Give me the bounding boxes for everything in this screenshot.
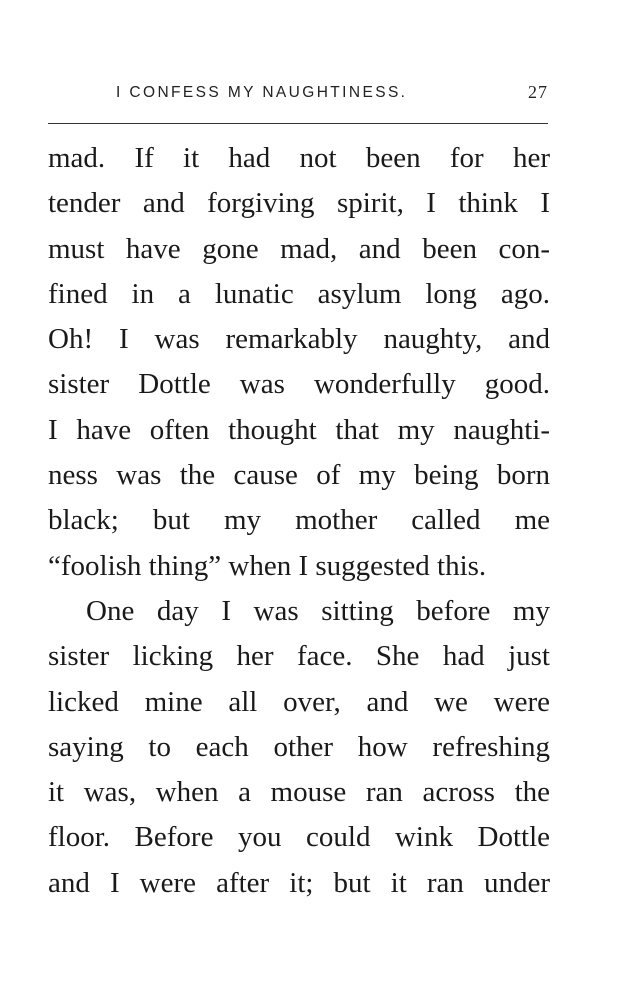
text-line: licked mine all over, and we were bbox=[48, 685, 550, 718]
body-text bbox=[48, 136, 550, 906]
text-line: must have gone mad, and been con- bbox=[48, 232, 550, 265]
page-number: 27 bbox=[528, 82, 548, 102]
text-line: fined in a lunatic asylum long ago. bbox=[48, 277, 550, 310]
text-line: and I were after it; but it ran under bbox=[48, 866, 550, 899]
text-line: saying to each other how refreshing bbox=[48, 730, 550, 763]
running-head bbox=[48, 84, 548, 108]
text-line: black; but my mother called me bbox=[48, 504, 550, 537]
text-line: tender and forgiving spirit, I think I bbox=[48, 187, 550, 220]
paragraph-end-line: “foolish thing” when I suggested this. bbox=[48, 549, 487, 582]
text-line: it was, when a mouse ran across the bbox=[48, 776, 550, 809]
text-line: sister Dottle was wonderfully good. bbox=[48, 368, 550, 401]
text-line: I have often thought that my naughti- bbox=[48, 413, 550, 446]
text-line: Oh! I was remarkably naughty, and bbox=[48, 323, 550, 356]
paragraph-start-line: One day I was sitting before my bbox=[86, 594, 550, 627]
text-line: sister licking her face. She had just bbox=[48, 640, 550, 673]
text-line: floor. Before you could wink Dottle bbox=[48, 821, 550, 854]
header-rule bbox=[48, 123, 548, 124]
text-line: ness was the cause of my being born bbox=[48, 459, 550, 492]
text-line: mad. If it had not been for her bbox=[48, 142, 550, 174]
running-title: I CONFESS MY NAUGHTINESS. bbox=[116, 84, 408, 101]
